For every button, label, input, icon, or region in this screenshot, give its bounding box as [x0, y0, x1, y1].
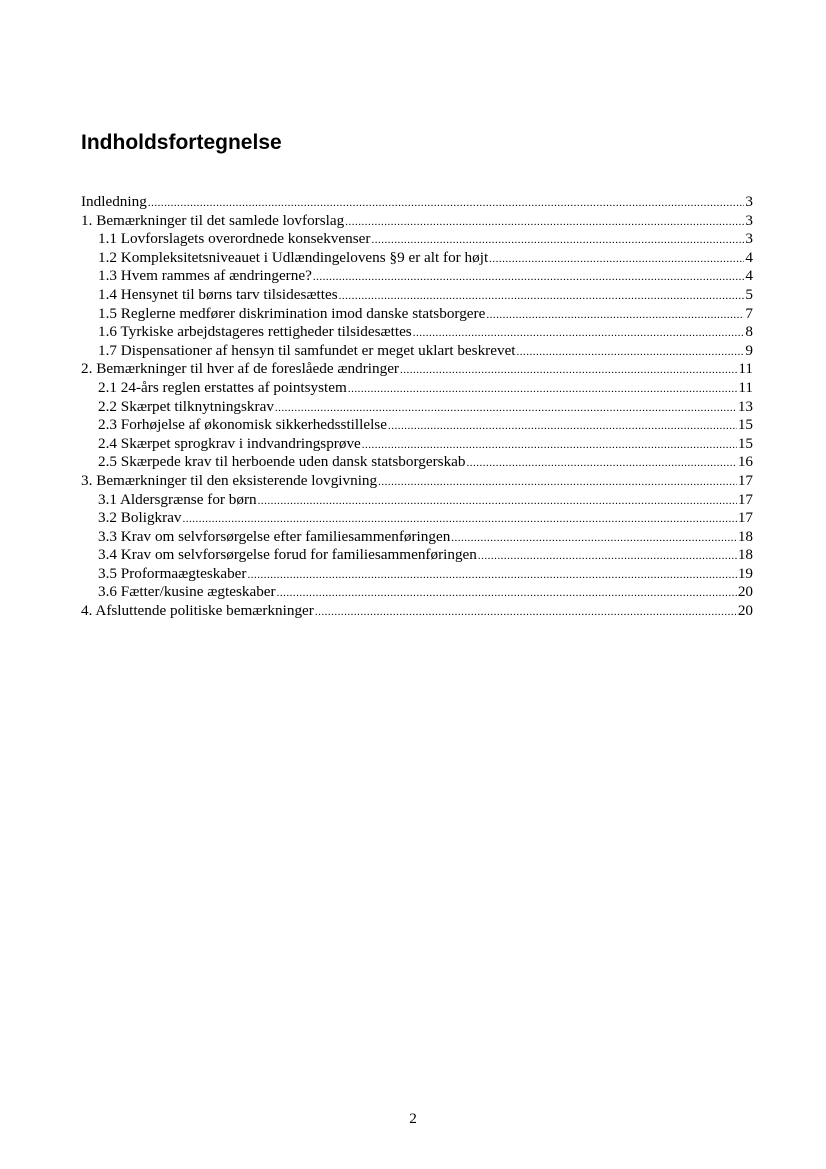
toc-entry-label: Indledning: [81, 193, 147, 210]
dot-leader: [348, 380, 738, 398]
toc-entry-label: 2.3 Forhøjelse af økonomisk sikkerhedsstillelse: [98, 416, 387, 434]
dot-leader: [478, 547, 737, 565]
toc-entry[interactable]: [81, 416, 753, 435]
toc-entry[interactable]: [81, 509, 753, 528]
toc-entry-page: 18: [737, 527, 753, 545]
toc-entry-label: 3.6 Fætter/kusine ægteskaber: [98, 583, 276, 601]
dot-leader: [362, 436, 737, 454]
toc-entry[interactable]: [81, 305, 753, 324]
toc-entry-page: 13: [737, 397, 753, 415]
toc-entry[interactable]: [81, 491, 753, 510]
toc-entry-label: 1. Bemærkninger til det samlede lovforslag: [81, 211, 345, 229]
toc-entry-page: 9: [745, 341, 753, 359]
dot-leader: [486, 306, 744, 324]
toc-entry[interactable]: [81, 435, 753, 454]
table-of-contents: [81, 193, 753, 621]
toc-entry[interactable]: [81, 342, 753, 361]
toc-entry[interactable]: [81, 212, 753, 231]
toc-entry-page: 20: [737, 602, 753, 620]
toc-heading: Indholdsfortegnelse: [81, 131, 282, 154]
toc-entry-page: 17: [737, 471, 753, 489]
dot-leader: [313, 268, 745, 286]
toc-entry-label: 4. Afsluttende politiske bemærkninger: [81, 602, 314, 620]
toc-entry-page: 3: [745, 211, 753, 229]
toc-entry-label: 2.5 Skærpede krav til herboende uden dansk statsborgerskab: [98, 453, 466, 471]
dot-leader: [371, 231, 744, 249]
page-number: 2: [409, 1110, 417, 1127]
toc-entry-page: 19: [737, 564, 753, 582]
dot-leader: [277, 584, 737, 602]
toc-entry[interactable]: [81, 286, 753, 305]
dot-leader: [339, 287, 745, 305]
toc-entry-page: 17: [737, 490, 753, 508]
toc-entry[interactable]: [81, 323, 753, 342]
dot-leader: [275, 399, 737, 417]
dot-leader: [378, 473, 737, 491]
dot-leader: [148, 194, 745, 212]
toc-entry-label: 3.2 Boligkrav: [98, 509, 182, 527]
toc-entry[interactable]: [81, 267, 753, 286]
toc-entry-label: 1.1 Lovforslagets overordnede konsekvenser: [98, 230, 371, 248]
toc-entry[interactable]: [81, 546, 753, 565]
toc-entry-page: 8: [745, 323, 753, 341]
toc-entry[interactable]: [81, 398, 753, 417]
toc-entry-label: 1.7 Dispensationer af hensyn til samfundet er meget uklart beskrevet: [98, 341, 516, 359]
toc-entry[interactable]: [81, 230, 753, 249]
dot-leader: [345, 213, 744, 231]
toc-entry-page: 18: [737, 546, 753, 564]
toc-entry-page: 11: [738, 378, 753, 396]
dot-leader: [489, 250, 744, 268]
toc-entry-label: 3.5 Proformaægteskaber: [98, 564, 247, 582]
toc-entry[interactable]: [81, 249, 753, 268]
dot-leader: [467, 454, 737, 472]
toc-entry-page: 17: [737, 509, 753, 527]
toc-entry-label: 2.2 Skærpet tilknytningskrav: [98, 397, 274, 415]
dot-leader: [315, 603, 737, 621]
toc-entry-label: 2.1 24-års reglen erstattes af pointsystem: [98, 378, 347, 396]
toc-entry-page: 3: [745, 230, 753, 248]
toc-entry[interactable]: [81, 565, 753, 584]
toc-entry[interactable]: [81, 472, 753, 491]
toc-entry-label: 1.4 Hensynet til børns tarv tilsidesættes: [98, 285, 338, 303]
dot-leader: [517, 343, 745, 361]
toc-entry-label: 3.4 Krav om selvforsørgelse forud for familiesammenføringen: [98, 546, 477, 564]
toc-entry-label: 1.3 Hvem rammes af ændringerne?: [98, 267, 312, 285]
dot-leader: [413, 324, 745, 342]
toc-entry-page: 5: [745, 285, 753, 303]
toc-entry-label: 2. Bemærkninger til hver af de foreslåede ændringer: [81, 360, 399, 378]
dot-leader: [400, 361, 737, 379]
toc-entry-label: 1.2 Kompleksitetsniveauet i Udlændingelovens §9 er alt for højt: [98, 248, 489, 266]
toc-entry-page: 20: [737, 583, 753, 601]
toc-entry[interactable]: [81, 528, 753, 547]
toc-entry[interactable]: [81, 379, 753, 398]
toc-entry[interactable]: [81, 453, 753, 472]
dot-leader: [451, 529, 737, 547]
toc-entry-page: 4: [745, 248, 753, 266]
toc-entry[interactable]: [81, 193, 753, 212]
toc-entry-label: 3.3 Krav om selvforsørgelse efter familiesammenføringen: [98, 527, 451, 545]
toc-entry-page: 11: [738, 360, 753, 378]
toc-entry-page: 7: [745, 304, 753, 322]
toc-entry-label: 2.4 Skærpet sprogkrav i indvandringsprøve: [98, 434, 361, 452]
toc-entry-label: 1.5 Reglerne medfører diskrimination imod danske statsborgere: [98, 304, 486, 322]
dot-leader: [247, 566, 736, 584]
toc-entry-page: 15: [737, 416, 753, 434]
toc-entry-page: 16: [737, 453, 753, 471]
toc-entry[interactable]: [81, 360, 753, 379]
toc-entry-label: 3.1 Aldersgrænse for børn: [98, 490, 257, 508]
toc-entry-page: 4: [745, 267, 753, 285]
toc-entry-page: 3: [745, 193, 753, 210]
dot-leader: [183, 510, 737, 528]
toc-entry-label: 3. Bemærkninger til den eksisterende lovgivning: [81, 471, 378, 489]
toc-entry-label: 1.6 Tyrkiske arbejdstageres rettigheder tilsidesættes: [98, 323, 412, 341]
toc-entry[interactable]: [81, 583, 753, 602]
toc-entry[interactable]: [81, 602, 753, 621]
dot-leader: [258, 492, 737, 510]
toc-entry-page: 15: [737, 434, 753, 452]
dot-leader: [388, 417, 737, 435]
